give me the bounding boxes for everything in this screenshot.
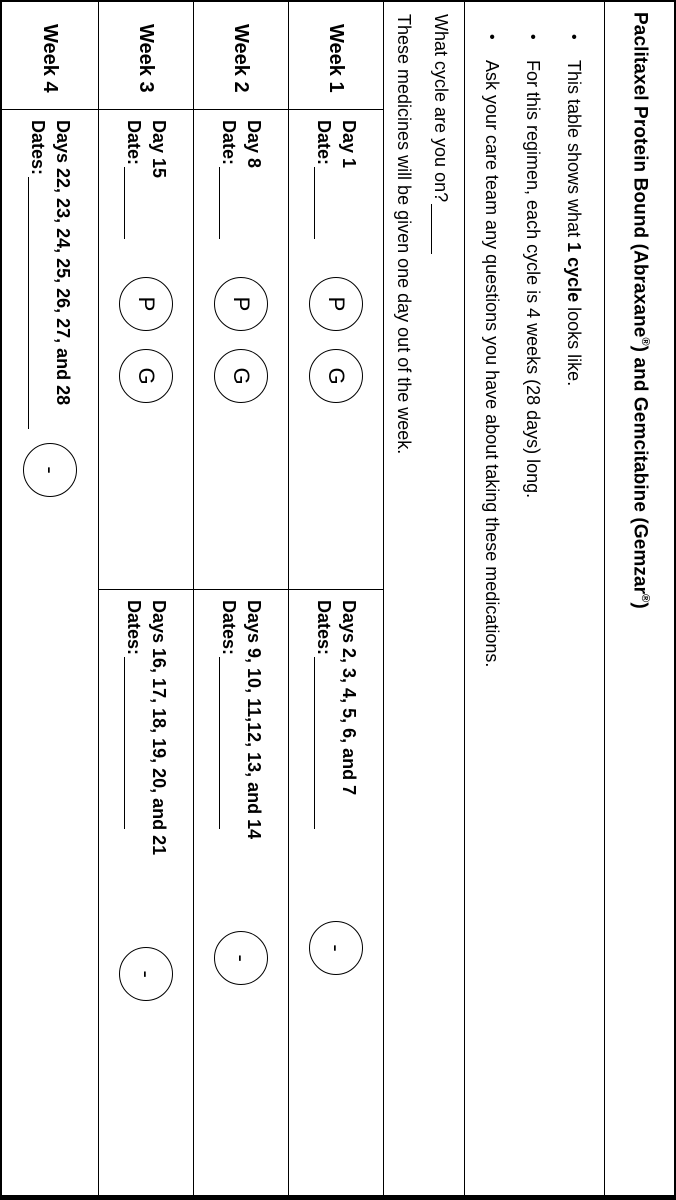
week-4-rest-days-cell <box>2 110 98 1195</box>
dates-blank <box>314 657 332 829</box>
title-text: ) <box>629 602 651 609</box>
registered-mark: ® <box>638 594 651 603</box>
week-1-row <box>288 2 383 1195</box>
day-label: Day 8 <box>244 120 264 169</box>
title-text: ) and Gemcitabine (Gemzar <box>629 345 651 595</box>
week-2-treatment-day-cell <box>194 110 288 590</box>
week-3-treatment-day-cell <box>99 110 193 590</box>
gemcitabine-g-icon: G <box>119 349 173 403</box>
bullet-marker-icon: • <box>565 34 582 40</box>
registered-mark: ® <box>638 337 651 346</box>
rest-day-icon: - <box>119 947 173 1001</box>
title-row <box>604 2 674 1195</box>
date-line: Date: <box>121 120 146 239</box>
week-4-row <box>2 2 98 1195</box>
date-line: Date: <box>311 120 336 239</box>
rest-days-text <box>311 600 361 829</box>
rest-day-icon: - <box>309 921 363 975</box>
week-1-rest-days-cell <box>289 590 383 1195</box>
week-3-rest-days-cell <box>99 590 193 1195</box>
bullet-item <box>553 34 594 1181</box>
week-4-label: Week 4 <box>2 2 98 110</box>
week-2-label: Week 2 <box>194 2 288 110</box>
rest-day-icon: - <box>23 443 77 497</box>
dates-line: Dates: <box>216 600 241 839</box>
cycle-question-line <box>422 14 459 1181</box>
title-text: Paclitaxel Protein Bound (Abraxane <box>629 12 651 338</box>
dates-line: Dates: <box>121 600 146 855</box>
days-label: Days 9, 10, 11,12, 13, and 14 <box>244 600 264 840</box>
dates-blank <box>219 657 237 829</box>
bullet-item <box>512 34 553 1181</box>
week-2-row <box>193 2 288 1195</box>
date-blank <box>314 167 332 239</box>
week-1-treatment-day-cell <box>289 110 383 590</box>
gemcitabine-g-icon: G <box>309 349 363 403</box>
dates-blank <box>28 177 46 429</box>
date-blank <box>219 167 237 239</box>
day-label: Day 1 <box>339 120 359 169</box>
day-label: Day 15 <box>149 120 169 179</box>
date-line: Date: <box>216 120 241 239</box>
cycle-question-text: What cycle are you on? <box>431 14 451 203</box>
paclitaxel-p-icon: P <box>119 277 173 331</box>
bullet-item <box>471 34 512 1181</box>
treatment-day-text <box>216 120 266 239</box>
page-title <box>628 12 650 609</box>
dates-line: Dates: <box>311 600 336 829</box>
bullet-marker-icon: • <box>483 34 500 40</box>
week-1-label: Week 1 <box>289 2 383 110</box>
days-label: Days 16, 17, 18, 19, 20, and 21 <box>149 600 169 856</box>
treatment-day-text <box>121 120 171 239</box>
week-2-rest-days-cell <box>194 590 288 1195</box>
date-blank <box>124 167 142 239</box>
dates-blank <box>124 657 142 829</box>
rest-days-text <box>121 600 171 855</box>
week-3-row <box>98 2 193 1195</box>
cycle-question-section <box>383 2 464 1195</box>
rest-days-text <box>216 600 266 839</box>
dates-line: Dates: <box>25 120 50 429</box>
paclitaxel-p-icon: P <box>309 277 363 331</box>
intro-bullets-section <box>464 2 604 1195</box>
rest-days-text <box>25 120 75 429</box>
paclitaxel-p-icon: P <box>214 277 268 331</box>
week-3-label: Week 3 <box>99 2 193 110</box>
gemcitabine-g-icon: G <box>214 349 268 403</box>
bullet-marker-icon: • <box>524 34 541 40</box>
bullet-text: This table shows what 1 cycle looks like. <box>564 60 584 387</box>
rest-day-icon: - <box>214 931 268 985</box>
bullet-text: Ask your care team any questions you have about taking these medications. <box>482 60 502 668</box>
bullet-text: For this regimen, each cycle is 4 weeks (28 days) long. <box>523 60 543 499</box>
days-label: Days 2, 3, 4, 5, 6, and 7 <box>339 600 359 796</box>
days-label: Days 22, 23, 24, 25, 26, 27, and 28 <box>53 120 73 406</box>
treatment-day-text <box>311 120 361 239</box>
cycle-answer-blank <box>431 204 449 254</box>
medicines-note: These medicines will be given one day out of the week. <box>394 14 414 455</box>
